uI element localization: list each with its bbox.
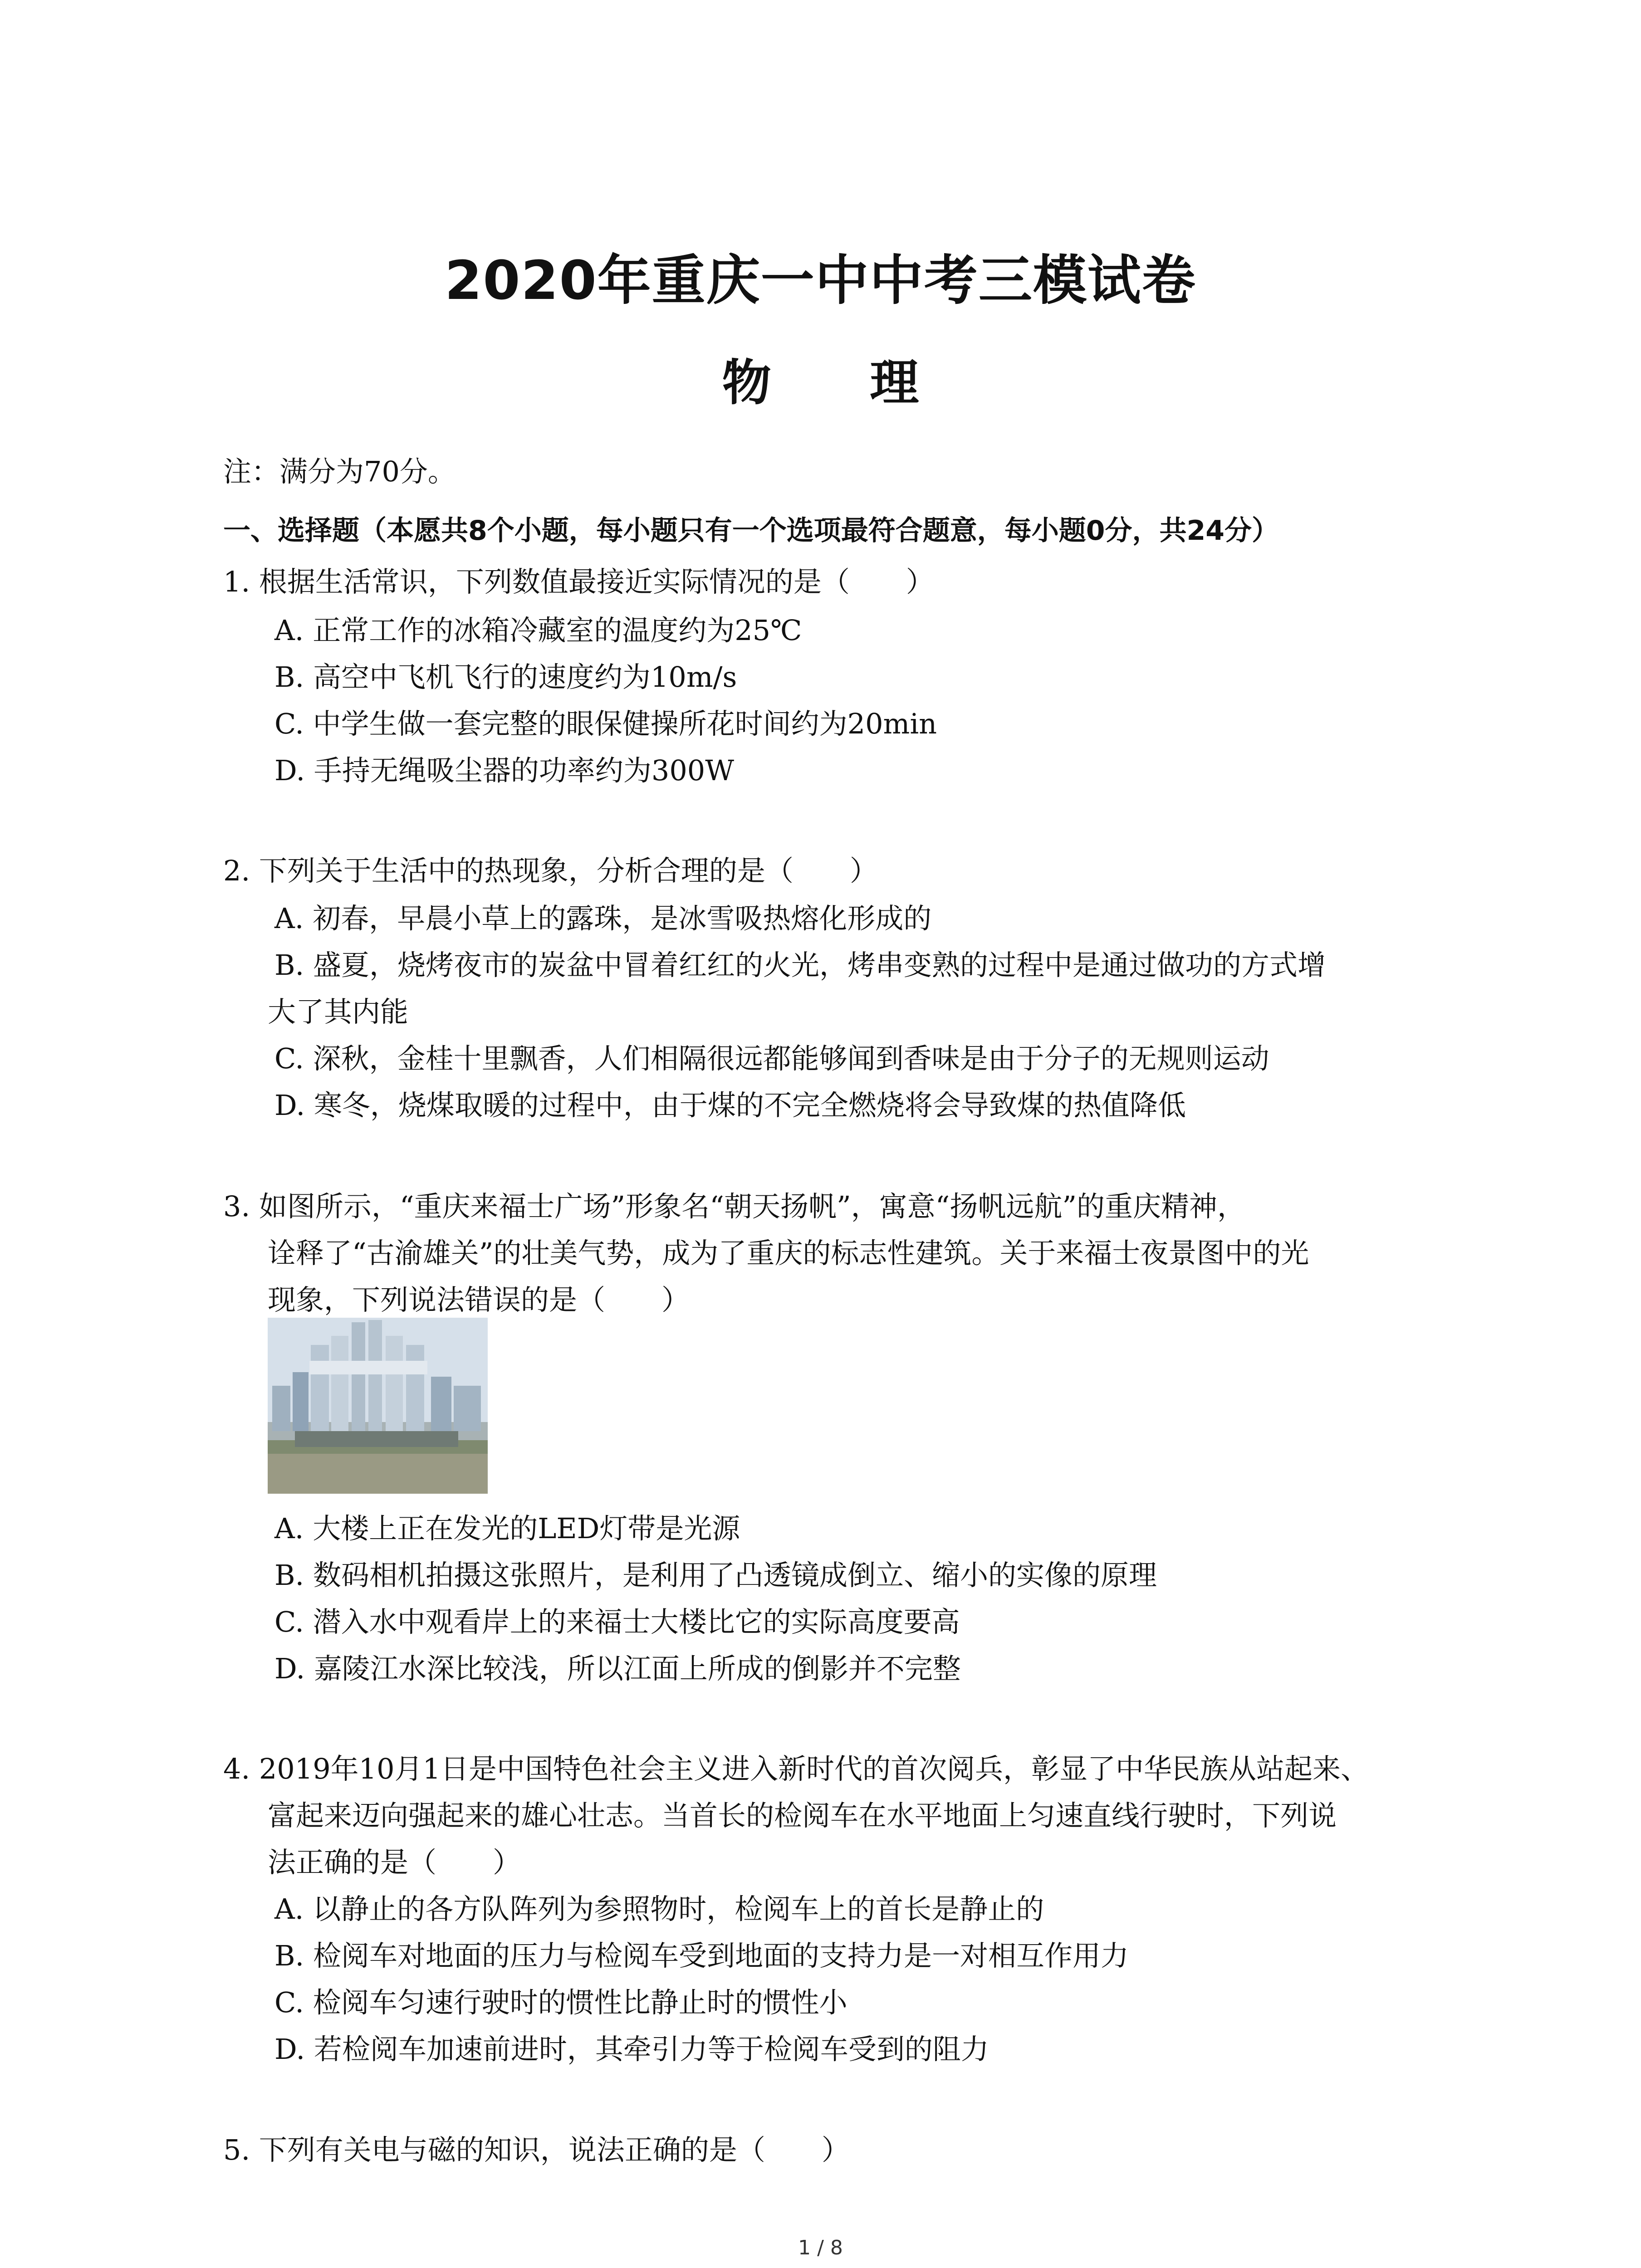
question-4-option-a: A. 以静止的各方队阵列为参照物时，检阅车上的首长是静止的 bbox=[274, 1892, 1044, 1926]
question-4-option-b: B. 检阅车对地面的压力与检阅车受到地面的支持力是一对相互作用力 bbox=[274, 1939, 1129, 1972]
question-2-option-b-continued: 大了其内能 bbox=[268, 995, 409, 1028]
question-4-stem: 4. 2019年10月1日是中国特色社会主义进入新时代的首次阅兵，彰显了中华民族从站起来、 bbox=[223, 1752, 1369, 1785]
score-note: 注：满分为70分。 bbox=[223, 455, 456, 488]
question-4-stem-line-2: 富起来迈向强起来的雄心壮志。当首长的检阅车在水平地面上匀速直线行驶时，下列说 bbox=[268, 1799, 1337, 1832]
raffles-building-illustration bbox=[268, 1318, 488, 1494]
question-3-stem: 3. 如图所示，“重庆来福士广场”形象名“朝天扬帆”，寓意“扬帆远航”的重庆精神， bbox=[223, 1190, 1246, 1223]
question-2-option-b: B. 盛夏，烧烤夜市的炭盆中冒着红红的火光，烤串变熟的过程中是通过做功的方式增 bbox=[274, 948, 1326, 982]
question-3-option-a: A. 大楼上正在发光的LED灯带是光源 bbox=[274, 1512, 740, 1545]
question-3-stem-line-2: 诠释了“古渝雄关”的壮美气势，成为了重庆的标志性建筑。关于来福士夜景图中的光 bbox=[268, 1237, 1309, 1270]
subject-title: 物 理 bbox=[722, 355, 960, 411]
question-1-stem: 1. 根据生活常识，下列数值最接近实际情况的是（ ） bbox=[223, 565, 934, 598]
question-3-stem-line-3: 现象，下列说法错误的是（ ） bbox=[268, 1283, 690, 1316]
question-3-option-b: B. 数码相机拍摄这张照片，是利用了凸透镜成倒立、缩小的实像的原理 bbox=[274, 1559, 1157, 1592]
question-4-option-d: D. 若检阅车加速前进时，其牵引力等于检阅车受到的阻力 bbox=[274, 2033, 989, 2066]
raffles-building-photo bbox=[268, 1318, 488, 1494]
question-5-stem: 5. 下列有关电与磁的知识，说法正确的是（ ） bbox=[223, 2133, 850, 2166]
exam-title: 2020年重庆一中中考三模试卷 bbox=[445, 249, 1196, 312]
question-2-option-d: D. 寒冬，烧煤取暖的过程中，由于煤的不完全燃烧将会导致煤的热值降低 bbox=[274, 1089, 1186, 1122]
question-1-option-c: C. 中学生做一套完整的眼保健操所花时间约为20min bbox=[274, 707, 937, 740]
question-3-option-c: C. 潜入水中观看岸上的来福士大楼比它的实际高度要高 bbox=[274, 1605, 960, 1638]
question-1-option-b: B. 高空中飞机飞行的速度约为10m/s bbox=[274, 660, 737, 694]
page-number: 1 / 8 bbox=[798, 2236, 843, 2259]
question-3-option-d: D. 嘉陵江水深比较浅，所以江面上所成的倒影并不完整 bbox=[274, 1652, 961, 1685]
question-1-option-d: D. 手持无绳吸尘器的功率约为300W bbox=[274, 754, 734, 787]
question-2-option-a: A. 初春，早晨小草上的露珠，是冰雪吸热熔化形成的 bbox=[274, 902, 932, 935]
question-4-stem-line-3: 法正确的是（ ） bbox=[268, 1846, 521, 1879]
question-2-option-c: C. 深秋，金桂十里飘香，人们相隔很远都能够闻到香味是由于分子的无规则运动 bbox=[274, 1042, 1269, 1075]
question-4-option-c: C. 检阅车匀速行驶时的惯性比静止时的惯性小 bbox=[274, 1986, 847, 2019]
section-heading: 一、选择题（本愿共8个小题，每小题只有一个选项最符合题意，每小题0分，共24分） bbox=[223, 515, 1279, 547]
question-1-option-a: A. 正常工作的冰箱冷藏室的温度约为25℃ bbox=[274, 614, 802, 647]
question-2-stem: 2. 下列关于生活中的热现象，分析合理的是（ ） bbox=[223, 854, 878, 887]
